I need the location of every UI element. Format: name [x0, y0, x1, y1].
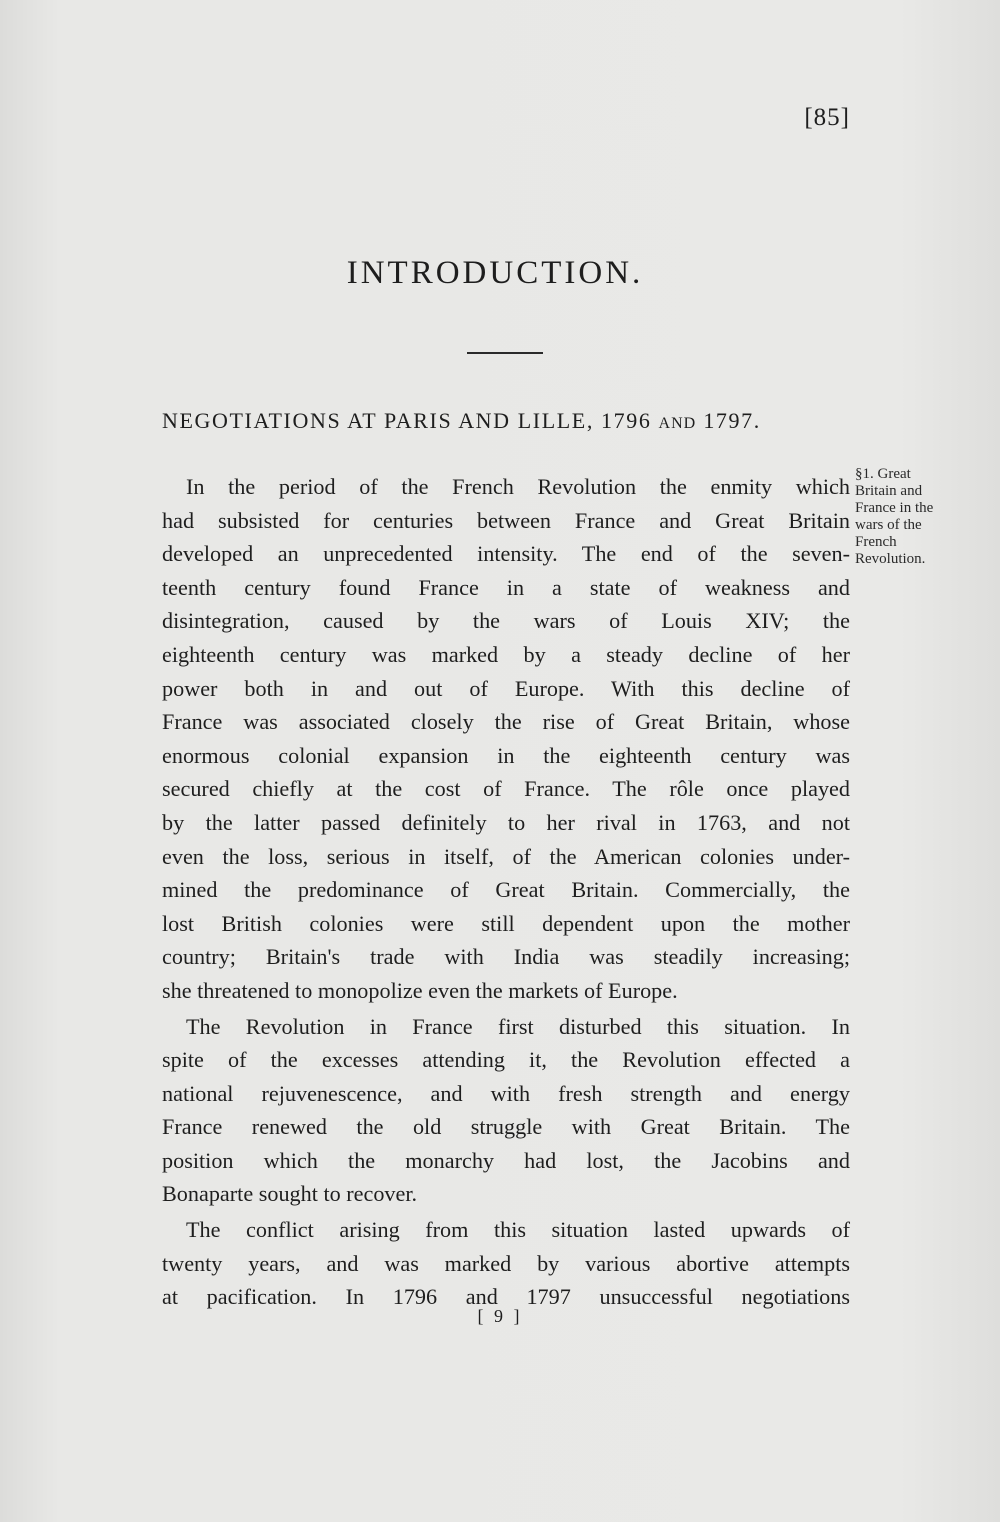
paragraph-1	[162, 470, 850, 1008]
text-line: position which the monarchy had lost, the Jacobins and	[162, 1147, 850, 1173]
title-divider	[467, 352, 543, 354]
margin-note-line: Britain and	[855, 483, 923, 499]
text-line: country; Britain's trade with India was steadily increasing;	[162, 944, 850, 970]
text-line: Bonaparte sought to recover.	[162, 1181, 418, 1207]
text-line: mined the predominance of Great Britain. Commercially, the	[162, 877, 850, 903]
margin-note-line: §1. Great	[855, 466, 911, 482]
text-line: France renewed the old struggle with Great Britain. The	[162, 1114, 850, 1140]
text-line: had subsisted for centuries between France and Great Britain	[162, 507, 850, 533]
section-heading	[162, 408, 862, 434]
margin-note-line: French	[855, 534, 897, 550]
margin-note-line: France in the	[855, 500, 934, 516]
text-line: The Revolution in France first disturbed this situation. In	[186, 1013, 850, 1039]
text-line: power both in and out of Europe. With this decline of	[162, 675, 850, 701]
text-line: twenty years, and was marked by various abortive attempts	[162, 1250, 850, 1276]
text-line: developed an unprecedented intensity. The end of the seven-	[162, 541, 850, 567]
paragraph-3	[162, 1213, 850, 1314]
margin-note	[855, 466, 1000, 568]
paragraph-2	[162, 1010, 850, 1212]
text-line: even the loss, serious in itself, of the American colonies under-	[162, 843, 850, 869]
text-line: The conflict arising from this situation lasted upwards of	[186, 1217, 850, 1243]
text-line: France was associated closely the rise of Great Britain, whose	[162, 709, 850, 735]
section-heading-and: AND	[658, 415, 697, 432]
text-line: by the latter passed definitely to her rival in 1763, and not	[162, 809, 850, 835]
text-line: eighteenth century was marked by a steady decline of her	[162, 641, 850, 667]
text-line: secured chiefly at the cost of France. The rôle once played	[162, 776, 850, 802]
page-number-top: [85]	[804, 104, 850, 131]
text-line: disintegration, caused by the wars of Louis XIV; the	[162, 608, 850, 634]
page-title: INTRODUCTION.	[346, 255, 644, 291]
margin-note-line: Revolution.	[855, 551, 926, 567]
text-line: In the period of the French Revolution the enmity which	[186, 474, 850, 499]
text-line: spite of the excesses attending it, the Revolution effected a	[162, 1047, 850, 1073]
section-heading-text: NEGOTIATIONS AT PARIS AND LILLE, 1796	[162, 408, 652, 433]
text-line: she threatened to monopolize even the markets of Europe.	[162, 977, 678, 1003]
text-line: lost British colonies were still dependent upon the mother	[162, 910, 850, 936]
text-line: national rejuvenescence, and with fresh strength and energy	[162, 1080, 850, 1106]
body-text	[162, 470, 850, 1314]
page-number-bottom: [ 9 ]	[477, 1306, 523, 1326]
section-heading-year: 1797.	[703, 408, 761, 433]
margin-note-line: wars of the	[855, 517, 922, 533]
text-line: enormous colonial expansion in the eighteenth century was	[162, 742, 850, 768]
text-line: teenth century found France in a state of weakness and	[162, 574, 850, 600]
text-line: at pacification. In 1796 and 1797 unsuccessful negotiations	[162, 1284, 850, 1310]
